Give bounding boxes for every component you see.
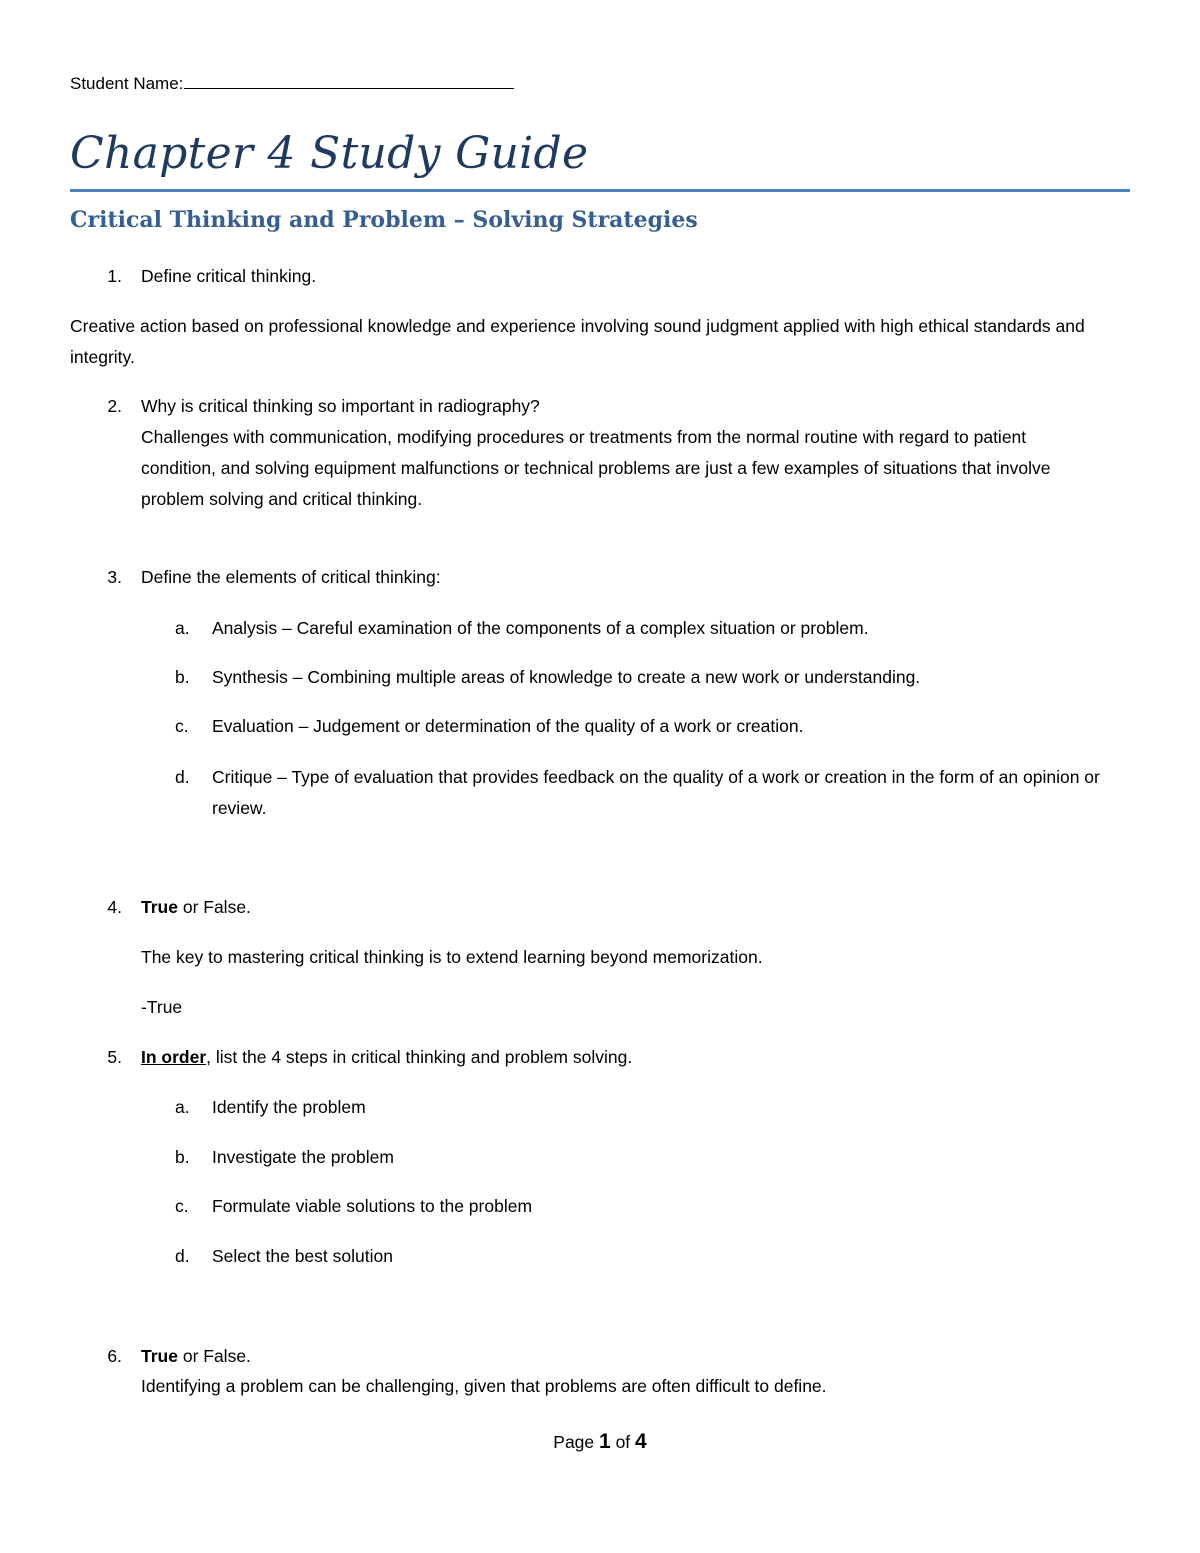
list-text: Select the best solution	[212, 1246, 393, 1266]
question-prompt	[141, 1341, 251, 1372]
list-letter: d.	[175, 767, 190, 787]
of-word: of	[610, 1432, 636, 1452]
list-letter: d.	[175, 1246, 190, 1266]
student-name-field[interactable]	[70, 72, 514, 94]
question-prompt: Define the elements of critical thinking:	[141, 567, 441, 587]
question-statement: Identifying a problem can be challenging, given that problems are often difficult to define.	[141, 1376, 827, 1396]
question-prompt	[141, 1042, 632, 1073]
list-text: Synthesis – Combining multiple areas of knowledge to create a new work or understanding.	[212, 667, 921, 687]
list-letter: b.	[175, 1147, 190, 1167]
list-letter: c.	[175, 716, 189, 736]
section-heading: Critical Thinking and Problem – Solving Strategies	[70, 207, 698, 233]
prompt-rest: , list the 4 steps in critical thinking and problem solving.	[206, 1047, 633, 1067]
prompt-rest: or False.	[177, 897, 251, 917]
question-number: 2.	[107, 396, 122, 416]
question-number: 4.	[107, 897, 122, 917]
list-text: Investigate the problem	[212, 1147, 394, 1167]
list-text: Formulate viable solutions to the problem	[212, 1196, 533, 1216]
question-number: 1.	[107, 266, 122, 286]
list-letter: c.	[175, 1196, 189, 1216]
student-name-blank[interactable]	[184, 72, 514, 89]
question-prompt: Why is critical thinking so important in radiography?	[141, 396, 540, 416]
question-number: 6.	[107, 1346, 122, 1366]
page-total: 4	[635, 1430, 647, 1453]
page-footer	[0, 1430, 1200, 1454]
page-word: Page	[553, 1432, 600, 1452]
title-divider	[70, 189, 1130, 192]
answer-text: Creative action based on professional knowledge and experience involving sound judgment applied with high ethical standards and integrity.	[70, 316, 1085, 367]
student-name-label: Student Name:	[70, 74, 184, 93]
list-text: Evaluation – Judgement or determination of the quality of a work or creation.	[212, 716, 804, 736]
question-number: 3.	[107, 567, 122, 587]
emphasis-text: In order	[141, 1047, 207, 1067]
question-number: 5.	[107, 1047, 122, 1067]
prompt-rest: or False.	[177, 1346, 251, 1366]
answer-text: Challenges with communication, modifying procedures or treatments from the normal routine with regard to patient condition, and solving equipment malfunctions or technical problems are just a few examples of situations that involve problem solving and critical thinking.	[141, 427, 1051, 509]
list-letter: b.	[175, 667, 190, 687]
answer-text: -True	[141, 997, 183, 1017]
question-prompt	[141, 892, 251, 923]
question-prompt: Define critical thinking.	[141, 266, 317, 286]
page-title: Chapter 4 Study Guide	[70, 128, 589, 179]
true-word: True	[141, 1346, 178, 1366]
list-letter: a.	[175, 618, 190, 638]
list-text: Identify the problem	[212, 1097, 366, 1117]
list-letter: a.	[175, 1097, 190, 1117]
list-text: Analysis – Careful examination of the components of a complex situation or problem.	[212, 618, 869, 638]
question-statement: The key to mastering critical thinking is to extend learning beyond memorization.	[141, 947, 763, 967]
true-word: True	[141, 897, 178, 917]
page-number: 1	[599, 1430, 611, 1453]
list-text: Critique – Type of evaluation that provides feedback on the quality of a work or creation in the form of an opinion or review.	[212, 767, 1100, 818]
